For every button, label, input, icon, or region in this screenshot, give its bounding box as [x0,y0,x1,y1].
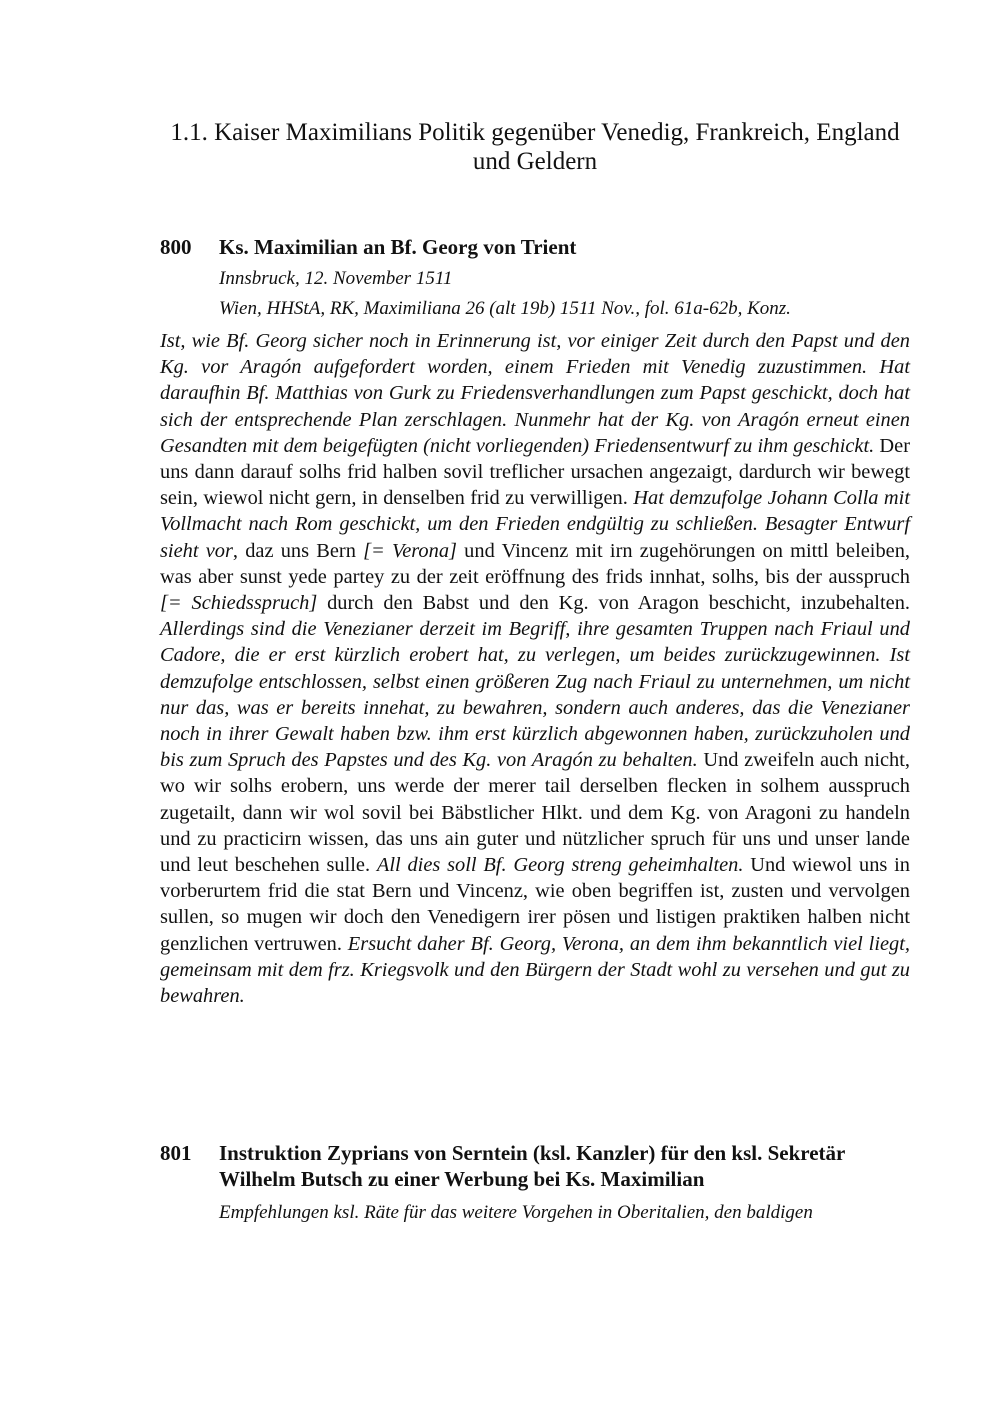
entry-title: Ks. Maximilian an Bf. Georg von Trient [219,235,577,259]
body-segment-italic: [= Verona] [363,539,457,562]
entry-number: 801 [160,1141,192,1165]
body-segment-roman: und Vincenz mit irn zugehörungen on mittl beleiben, was aber sunst yede partey zu der zeit eröffnung des frids innhat, solhs, bis der ausspruch [160,539,910,588]
body-segment-roman: , daz uns Bern [232,539,364,562]
body-segment-italic: Ist, wie Bf. Georg sicher noch in Erinnerung ist, vor einiger Zeit durch den Papst und den Kg. vor Aragón aufgefordert worden, einem Frieden mit Venedig zuzustimmen. Hat daraufhin Bf. Matthias von Gurk zu Friedensverhandlungen zum Papst geschickt, doch hat sich der entsprechende Plan zerschlagen. Nunmehr hat der Kg. von Aragón erneut einen Gesandten mit dem beigefügten (nicht vorliegenden) Friedensentwurf zu ihm geschickt. [160,330,910,457]
body-segment-italic: [= Schiedsspruch] [160,592,318,615]
body-segment-roman: durch den Babst und den Kg. von Aragon beschicht, inzubehalten. [317,592,910,615]
section-title: 1.1. Kaiser Maximilians Politik gegenüber Venedig, Frankreich, England und Geldern [170,119,900,175]
entry-heading [160,1140,910,1192]
document-entry-801 [160,1140,910,1228]
body-segment-italic: Allerdings sind die Venezianer derzeit im Begriff, ihre gesamten Truppen nach Friaul und Cadore, die er erst kürzlich erobert hat, zu verlegen, um beides zurückzugewinnen. Ist demzufolge entschlossen, selbst einen größeren Zug nach Friaul zu unternehmen, um nicht nur das, was er bereits innehat, zu bewahren, sondern auch anderes, das die Venezianer noch in ihrer Gewalt haben bzw. ihm erst kürzlich abgewonnen haben, zurückzuholen und bis zum Spruch des Papstes und des Kg. von Aragón zu behalten. [160,618,910,772]
entry-heading [160,234,910,260]
entry-number: 800 [160,235,192,259]
entry-title: Instruktion Zyprians von Serntein (ksl. Kanzler) für den ksl. Sekretär Wilhelm Butsch zu einer Werbung bei Ks. Maximilian [219,1141,845,1191]
body-segment-italic: All dies soll Bf. Georg streng geheimhalten. [376,854,744,877]
body-segment-roman: Der uns dann darauf solhs frid halben sovil treflicher ursachen angezaigt, dardurch wir bewegt sein, wiewol nicht gern, in denselben frid zu verwilligen. [160,434,910,510]
body-segment-italic: Ersucht daher Bf. Georg, Verona, an dem ihm bekanntlich viel liegt, gemeinsam mit dem frz. Kriegsvolk und den Bürgern der Stadt wohl zu versehen und gut zu bewahren. [160,932,911,1008]
document-entry-800 [160,234,910,1030]
body-segment-roman: Und wiewol uns in vorberurtem frid die stat Bern und Vincenz, wie oben begriffen ist, zusten und vervolgen sullen, so mugen wir doch den Venedigern irer pösen und listigen praktiken halben nicht genzlichen vertruwen. [160,854,910,955]
body-segment-italic: Hat demzufolge Johann Colla mit Vollmacht nach Rom geschickt, um den Frieden endgültig zu schließen. Besagter Entwurf sieht vor [160,487,910,562]
entry-body [160,328,910,1009]
entry-source: Wien, HHStA, RK, Maximiliana 26 (alt 19b) 1511 Nov., fol. 61a-62b, Konz. [219,298,791,319]
entry-place-date: Innsbruck, 12. November 1511 [219,268,453,289]
entry-summary: Empfehlungen ksl. Räte für das weitere Vorgehen in Oberitalien, den baldigen [219,1202,813,1223]
body-segment-roman: Und zweifeln auch nicht, wo wir solhs erobern, uns werde der merer tail derselben flecken in solhem ausspruch zugetailt, dann wir wol sovil bei Bäbstlicher Hlkt. und dem Kg. von Aragoni zu handeln und zu practicirn wissen, das uns ain guter und nützlicher spruch für uns und unser lande und leut beschehen sulle. [160,749,911,877]
